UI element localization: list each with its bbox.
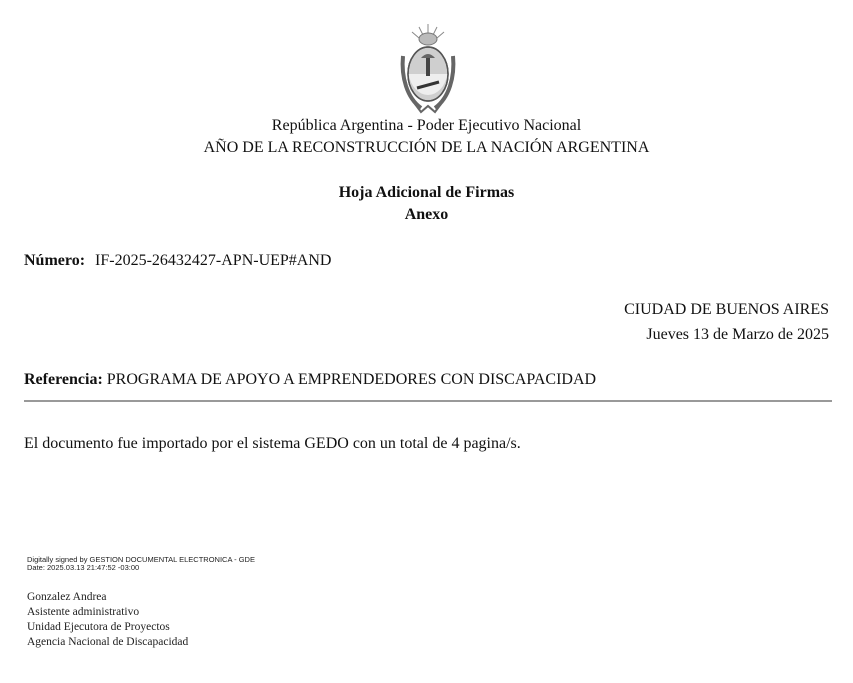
digital-signature	[27, 556, 255, 572]
reference-value: PROGRAMA DE APOYO A EMPRENDEDORES CON DISCAPACIDAD	[106, 371, 597, 388]
signer-unit: Unidad Ejecutora de Proyectos	[27, 621, 170, 633]
signer-block	[27, 590, 188, 650]
digital-signature-line-1: Digitally signed by GESTION DOCUMENTAL ELECTRONICA - GDE	[27, 555, 255, 564]
signer-name: Gonzalez Andrea	[27, 591, 107, 603]
numero-label: Número:	[24, 252, 86, 269]
date: Jueves 13 de Marzo de 2025	[646, 326, 829, 343]
signer-agency: Agencia Nacional de Discapacidad	[27, 636, 189, 648]
divider	[24, 400, 832, 402]
reference	[24, 371, 596, 389]
document-number	[24, 252, 331, 270]
digital-signature-date: Date: 2025.03.13 21:47:52 -03:00	[27, 563, 140, 572]
document-subtitle: Anexo	[404, 206, 449, 223]
city: CIUDAD DE BUENOS AIRES	[624, 301, 829, 318]
header-line-2: AÑO DE LA RECONSTRUCCIÓN DE LA NACIÓN ARGENTINA	[203, 139, 650, 156]
coat-of-arms-icon	[397, 22, 459, 116]
body-text: El documento fue importado por el sistema GEDO con un total de 4 pagina/s.	[24, 435, 521, 452]
reference-label: Referencia:	[24, 371, 103, 388]
numero-value: IF-2025-26432427-APN-UEP#AND	[95, 252, 332, 269]
document-title: Hoja Adicional de Firmas	[338, 184, 515, 201]
header-line-1: República Argentina - Poder Ejecutivo Nacional	[271, 117, 582, 134]
signer-position: Asistente administrativo	[27, 606, 140, 618]
